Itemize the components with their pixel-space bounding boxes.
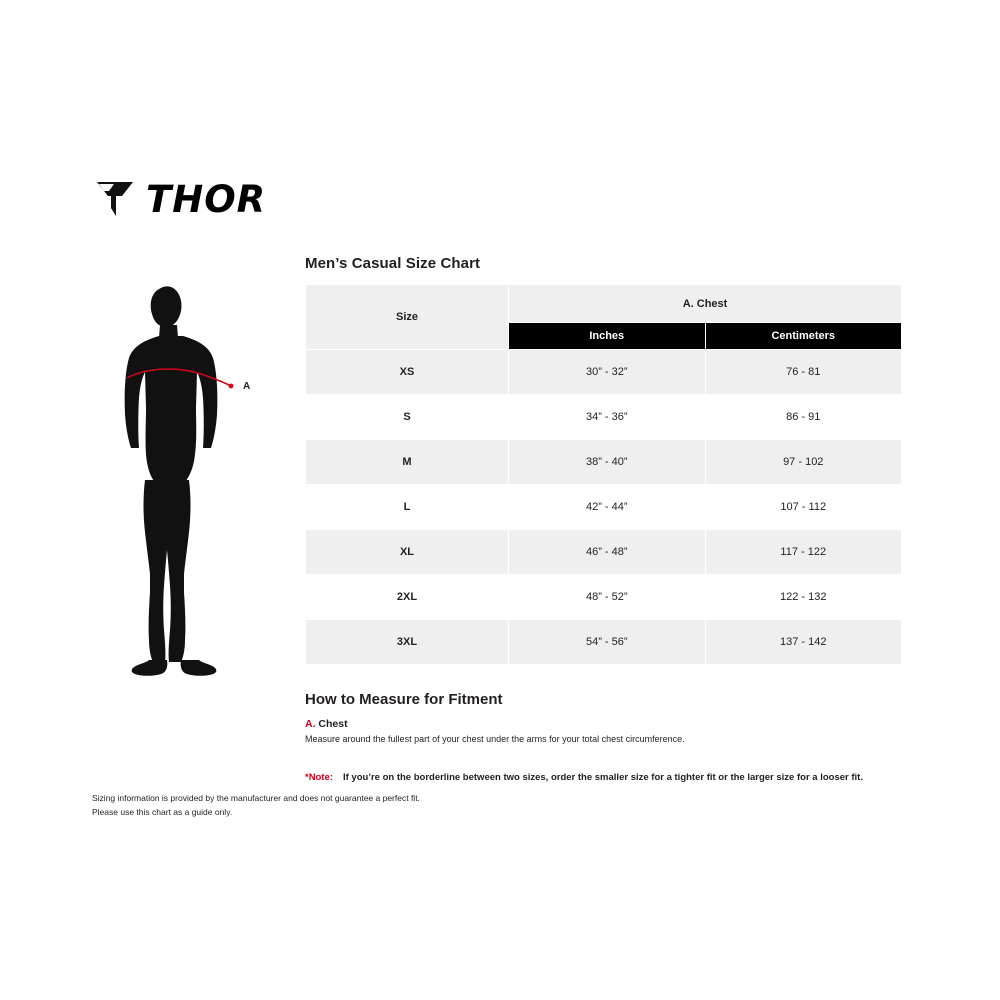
cell-centimeters: 117 - 122	[705, 530, 902, 575]
cell-inches: 46” - 48”	[509, 530, 706, 575]
brand-name: THOR	[146, 177, 267, 221]
cell-inches: 42” - 44”	[509, 485, 706, 530]
table-row	[306, 620, 902, 665]
table-row	[306, 575, 902, 620]
header-centimeters: Centimeters	[705, 323, 902, 350]
cell-centimeters: 97 - 102	[705, 440, 902, 485]
how-to-measure-title: How to Measure for Fitment	[305, 691, 503, 708]
measure-item-label	[305, 718, 905, 730]
page-title: Men’s Casual Size Chart	[305, 255, 481, 272]
note-star: *Note:	[305, 772, 333, 784]
measure-name: Chest	[315, 718, 348, 730]
brand-logo	[92, 176, 266, 222]
cell-size: 2XL	[306, 575, 509, 620]
cell-inches: 38” - 40”	[509, 440, 706, 485]
cell-centimeters: 122 - 132	[705, 575, 902, 620]
cell-centimeters: 107 - 112	[705, 485, 902, 530]
cell-inches: 48” - 52”	[509, 575, 706, 620]
table-header-row	[306, 285, 902, 323]
cell-inches: 30” - 32”	[509, 350, 706, 395]
disclaimer-line-1: Sizing information is provided by the manufacturer and does not guarantee a perfect fit.	[92, 793, 420, 803]
cell-size: L	[306, 485, 509, 530]
cell-size: M	[306, 440, 509, 485]
table-row	[306, 485, 902, 530]
chest-callout-label: A	[243, 381, 251, 392]
table-row	[306, 440, 902, 485]
table-row	[306, 530, 902, 575]
cell-centimeters: 76 - 81	[705, 350, 902, 395]
header-inches: Inches	[509, 323, 706, 350]
thor-hammer-logo-icon	[92, 176, 138, 222]
measure-instructions: Measure around the fullest part of your chest under the arms for your total chest circumference.	[305, 734, 685, 744]
cell-size: 3XL	[306, 620, 509, 665]
table-row	[306, 350, 902, 395]
note-line	[305, 772, 905, 783]
cell-size: XS	[306, 350, 509, 395]
cell-inches: 54” - 56”	[509, 620, 706, 665]
cell-inches: 34” - 36”	[509, 395, 706, 440]
cell-centimeters: 86 - 91	[705, 395, 902, 440]
cell-size: S	[306, 395, 509, 440]
cell-centimeters: 137 - 142	[705, 620, 902, 665]
cell-size: XL	[306, 530, 509, 575]
disclaimer	[92, 792, 420, 819]
header-size: Size	[306, 285, 509, 350]
header-chest-group: A. Chest	[509, 285, 902, 323]
table-row	[306, 395, 902, 440]
note-text: If you’re on the borderline between two sizes, order the smaller size for a tighter fit or the larger size for a looser fit.	[342, 772, 863, 784]
size-chart-table	[305, 284, 902, 665]
chart-content	[305, 255, 905, 793]
body-silhouette-figure	[105, 282, 275, 682]
disclaimer-line-2: Please use this chart as a guide only.	[92, 806, 233, 817]
measure-letter: A.	[305, 718, 316, 730]
